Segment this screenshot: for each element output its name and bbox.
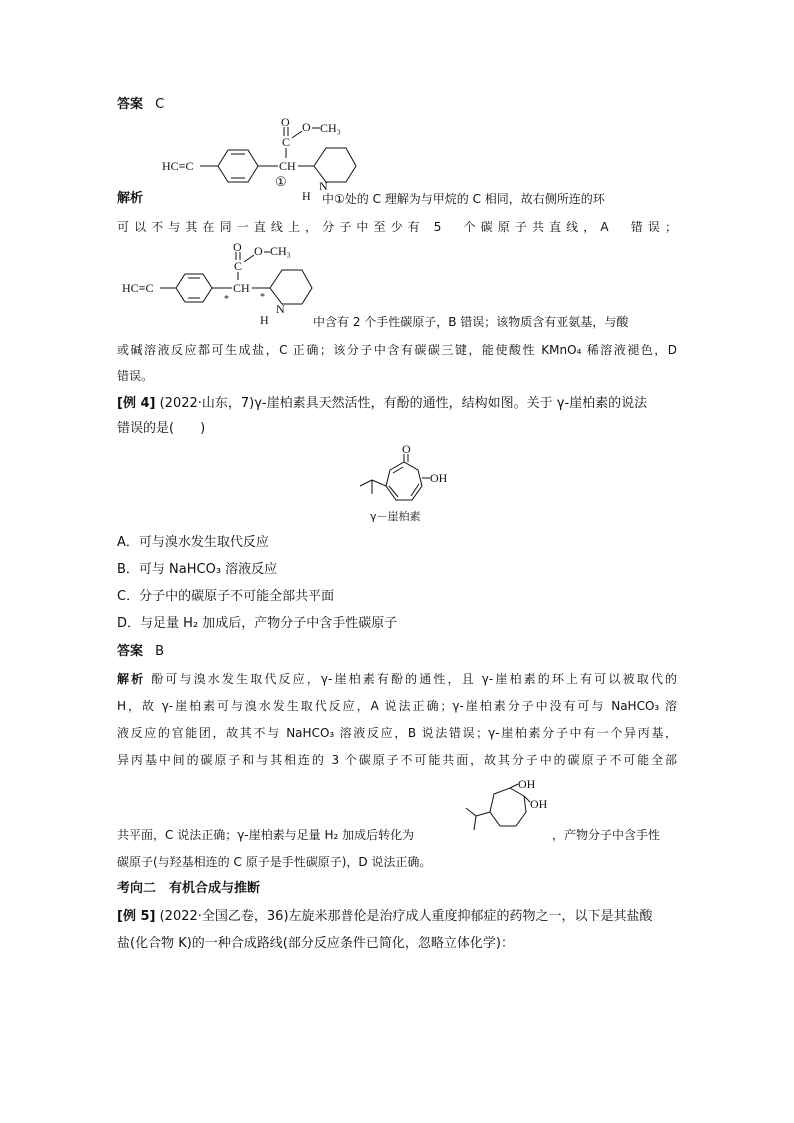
example-stem: (2022·山东，7)γ-崖柏素具天然活性，有酚的通性，结构如图。关于 γ-崖柏素的说法 <box>159 396 648 411</box>
mol-ch-label: CH <box>279 159 296 173</box>
mol2-hc-label: HC≡C <box>122 281 154 295</box>
thuja-oh-label: OH <box>430 471 448 485</box>
mol2-ch-label: CH <box>233 281 250 295</box>
example-tag: [例 4] <box>117 396 156 411</box>
ex4-analysis-line6: 碳原子(与羟基相连的 C 原子是手性碳原子)，D 说法正确。 <box>117 855 432 869</box>
mol2-o2-label: O <box>254 244 263 258</box>
product-oh1-label: OH <box>518 777 536 791</box>
ex4-analysis-line3: 液反应的官能团，故其不与 NaHCO₃ 溶液反应，B 说法错误；γ-崖柏素分子中有一个异丙基， <box>117 726 677 740</box>
example-stem: (2022·全国乙卷，36)左旋米那普伦是治疗成人重度抑郁症的药物之一，以下是其盐酸 <box>159 909 653 924</box>
structure-diagram-2 <box>120 242 330 328</box>
answer-value: B <box>155 644 165 659</box>
product-structure <box>456 777 556 850</box>
ex3-analysis-line4: 或碱溶液反应都可生成盐，C 正确；该分子中含有碳碳三键，能使酸性 KMnO₄ 稀溶液褪色，D <box>117 343 677 357</box>
analysis-label: 解析 <box>117 191 144 206</box>
answer-label: 答案 <box>117 97 144 112</box>
ex3-analysis-line2: 可以不与其在同一直线上，分子中至少有 5 个碳原子共直线，A 错误； <box>117 220 677 234</box>
product-oh2-label: OH <box>530 797 548 811</box>
mol2-c-label: C <box>234 259 243 273</box>
ex3-analysis-line1: 中①处的 C 理解为与甲烷的 C 相同，故右侧所连的环 <box>322 192 605 206</box>
ex4-analysis-line5b: ，产物分子中含手性 <box>552 828 661 842</box>
example-tag: [例 5] <box>117 909 156 924</box>
ex3-analysis-line3: 中含有 2 个手性碳原子，B 错误；该物质含有亚氨基，与酸 <box>313 315 629 329</box>
option-b: B．可与 NaHCO₃ 溶液反应 <box>117 562 278 577</box>
mol2-star1: * <box>224 294 229 305</box>
ex4-analysis-line1 <box>117 670 677 688</box>
mol-o-label: O <box>281 115 290 129</box>
mol2-ch3-label: CH₃ <box>270 244 291 258</box>
option-a: A．可与溴水发生取代反应 <box>117 535 269 550</box>
ex3-analysis-row1 <box>117 190 143 208</box>
mol-h-label: H <box>302 189 311 203</box>
mol-n-label: N <box>319 179 328 193</box>
mol2-h-label: H <box>260 313 269 327</box>
ex4-analysis-line4: 异丙基中间的碳原子和与其相连的 3 个碳原子不可能共面，故其分子中的碳原子不可能全部 <box>117 753 677 767</box>
mol-circle-label: ① <box>275 174 287 189</box>
figure-caption: γ－崖柏素 <box>370 510 421 523</box>
ex4-analysis-line5a: 共平面，C 说法正确；γ-崖柏素与足量 H₂ 加成后转化为 <box>117 828 415 842</box>
ex5-stem-line1 <box>117 908 653 926</box>
ex3-answer <box>117 96 164 114</box>
mol-hc-label: HC≡C <box>162 159 194 173</box>
ex4-stem-line1 <box>117 395 647 413</box>
ex3-analysis-line5: 错误。 <box>117 369 154 383</box>
option-d: D．与足量 H₂ 加成后，产物分子中含手性碳原子 <box>117 616 398 631</box>
option-c: C．分子中的碳原子不可能全部共平面 <box>117 589 335 604</box>
mol-ch3-label: CH₃ <box>320 121 341 135</box>
ex4-answer <box>117 643 164 661</box>
mol-c-label: C <box>282 135 291 149</box>
analysis-text: 酚可与溴水发生取代反应，γ-崖柏素有酚的通性，且 γ-崖柏素的环上有可以被取代的 <box>151 672 677 686</box>
thujaplicin-structure <box>340 442 460 528</box>
ex4-stem-line2: 错误的是( ) <box>117 421 206 436</box>
analysis-label: 解析 <box>117 672 146 686</box>
ex5-stem-line2: 盐(化合物 K)的一种合成路线(部分反应条件已简化，忽略立体化学)： <box>117 936 514 951</box>
mol2-o-label: O <box>233 240 242 254</box>
mol-o2-label: O <box>302 120 311 134</box>
answer-label: 答案 <box>117 644 144 659</box>
answer-value: C <box>155 97 165 112</box>
section-title: 考向二 有机合成与推断 <box>117 881 261 896</box>
mol2-star2: * <box>260 292 265 303</box>
ex4-analysis-line2: H，故 γ-崖柏素可与溴水发生取代反应，A 说法正确；γ-崖柏素分子中没有可与 NaHCO₃ 溶 <box>117 699 677 713</box>
mol2-n-label: N <box>276 302 285 316</box>
thuja-o-label: O <box>402 442 411 456</box>
